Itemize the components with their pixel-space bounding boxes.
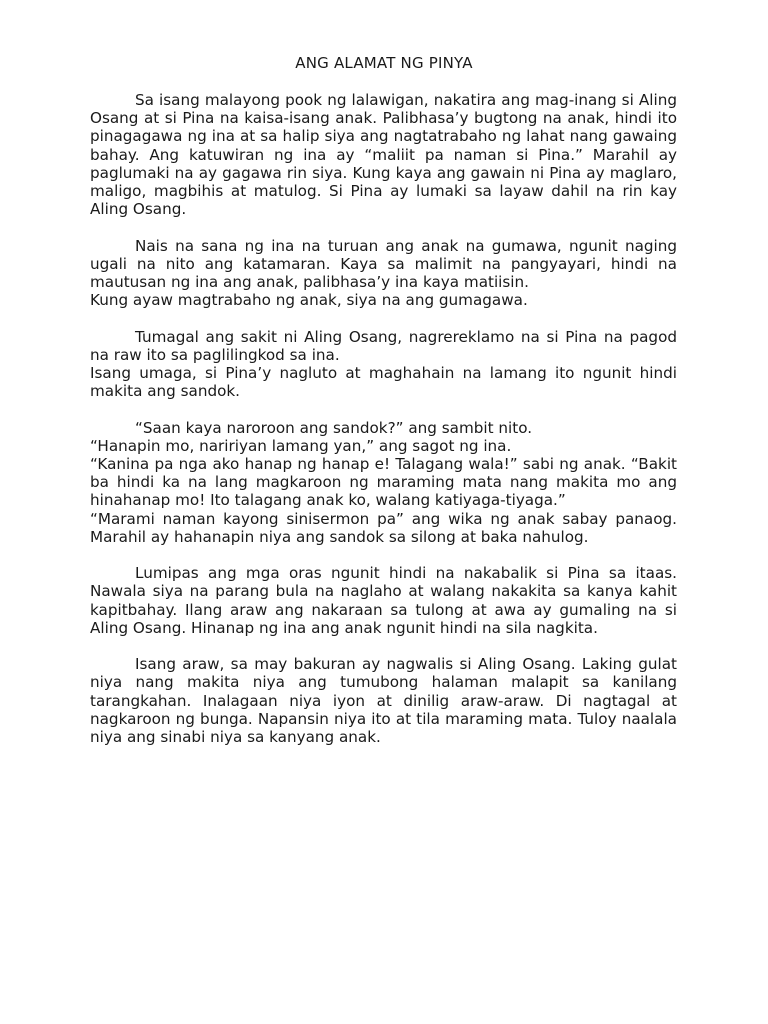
paragraph-1: Sa isang malayong pook ng lalawigan, nakatira ang mag-inang si Aling Osang at si Pina na kaisa-isang anak. Palibhasa’y bugtong na anak, hindi ito pinagagawa ng ina at sa halip siya ang nagtatrabaho ng lahat nang gawaing bahay. Ang katuwiran ng ina ay “maliit pa naman si Pina.” Marahil ay paglumaki na ay gagawa rin siya. Kung kaya ang gawain ni Pina ay maglaro, maligo, magbihis at matulog. Si Pina ay lumaki sa layaw dahil na rin kay Aling Osang. bbox=[90, 91, 677, 219]
paragraph-6: “Saan kaya naroroon ang sandok?” ang sambit nito. bbox=[135, 418, 533, 437]
paragraph-spacer bbox=[90, 546, 677, 564]
paragraph-spacer bbox=[90, 309, 677, 327]
paragraph-9: “Marami naman kayong sinisermon pa” ang wika ng anak sabay panaog. Marahil ay hahanapin niya ang sandok sa silong at baka nahulog. bbox=[90, 509, 677, 546]
paragraph-5: Isang umaga, si Pina’y nagluto at maghahain na lamang ito ngunit hindi makita ang sandok. bbox=[90, 364, 677, 401]
paragraph-4: Tumagal ang sakit ni Aling Osang, nagrereklamo na si Pina na pagod na raw ito sa paglilingkod sa ina. bbox=[90, 327, 677, 364]
document-title: ANG ALAMAT NG PINYA bbox=[295, 54, 473, 72]
paragraph-spacer bbox=[90, 218, 677, 236]
document-body bbox=[90, 91, 677, 746]
paragraph-10: Lumipas ang mga oras ngunit hindi na nakabalik si Pina sa itaas. Nawala siya na parang bula na naglaho at walang nakakita sa kanya kahit kapitbahay. Ilang araw ang nakaraan sa tulong at awa ay gumaling na si Aling Osang. Hinanap ng ina ang anak ngunit hindi na sila nagkita. bbox=[90, 564, 677, 637]
paragraph-2: Nais na sana ng ina na turuan ang anak na gumawa, ngunit naging ugali na nito ang katamaran. Kaya sa malimit na pangyayari, hindi na mautusan ng ina ang anak, palibhasa’y ina kaya matiisin. bbox=[90, 236, 677, 292]
paragraph-spacer bbox=[90, 637, 677, 655]
paragraph-11: Isang araw, sa may bakuran ay nagwalis si Aling Osang. Laking gulat niya nang makita niya ang tumubong halaman malapit sa kanilang tarangkahan. Inalagaan niya iyon at dinilig araw-araw. Di nagtagal at nagkaroon ng bunga. Napansin niya ito at tila maraming mata. Tuloy naalala niya ang sinabi niya sa kanyang anak. bbox=[90, 655, 677, 747]
paragraph-3: Kung ayaw magtrabaho ng anak, siya na ang gumagawa. bbox=[90, 291, 528, 310]
paragraph-7: “Hanapin mo, naririyan lamang yan,” ang sagot ng ina. bbox=[90, 436, 512, 455]
paragraph-spacer bbox=[90, 400, 677, 418]
paragraph-8: “Kanina pa nga ako hanap ng hanap e! Talagang wala!” sabi ng anak. “Bakit ba hindi ka na lang magkaroon ng maraming mata nang makita mo ang hinahanap mo! Ito talagang anak ko, walang katiyaga-tiyaga.” bbox=[90, 455, 677, 510]
